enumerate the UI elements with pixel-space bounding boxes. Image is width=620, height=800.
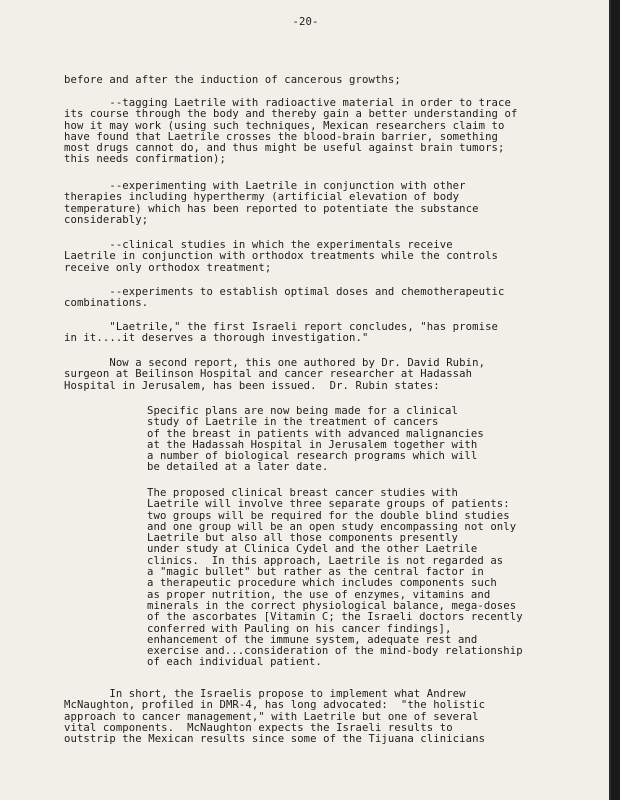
page-number: -20- xyxy=(292,16,319,28)
paragraph-clinical-studies: --clinical studies in which the experimentals receive Laetrile in conjunction with orthodox treatments while the controls receive only orthodox treatment; xyxy=(64,239,499,274)
paragraph-second-report: Now a second report, this one authored by Dr. David Rubin, surgeon at Beilinson Hospital and cancer researcher at Hadassah Hospital in Jerusalem, has been issued. Dr. Rubin states: xyxy=(64,357,486,392)
quote-proposed-studies: The proposed clinical breast cancer studies with Laetrile will involve three separate groups of patients: two groups will be required for the double blind studies and one group will be an open study encompassing not only Laetrile but also all those components presently under study at Clinica Cydel and the other Laetrile clinics. In this approach, Laetrile is not regarded as a "magic bullet" but rather as the central factor in a therapeutic procedure which includes components such as proper nutrition, the use of enzymes, vitamins and minerals in the correct physiological balance, mega-doses of the ascorbates [Vitamin C; the Israeli doctors recently conferred with Pauling on his cancer findings], enhancement of the immune system, adequate rest and exercise and...consideration of the mind-body relationship of each individual patient. xyxy=(147,487,523,669)
quote-specific-plans: Specific plans are now being made for a clinical study of Laetrile in the treatment of cancers of the breast in patients with advanced malignancies at the Hadassah Hospital in Jerusalem together with a number of biological research programs which will be detailed at a later date. xyxy=(147,405,484,474)
paragraph-israeli-report: "Laetrile," the first Israeli report concludes, "has promise in it....it deserves a thorough investigation." xyxy=(64,321,499,345)
paragraph-hyperthermy: --experimenting with Laetrile in conjunction with other therapies including hyperthermy (artificial elevation of body temperature) which has been reported to potentiate the substance considerably; xyxy=(64,180,479,226)
paragraph-induction: before and after the induction of cancerous growths; xyxy=(64,74,401,86)
paragraph-in-short: In short, the Israelis propose to implement what Andrew McNaughton, profiled in DMR-4, has long advocated: "the holistic approach to cancer management," with Laetrile but one of several vital components. McNaughton expects the Israeli results to outstrip the Mexican results since some of the Tijuana clinicians xyxy=(64,688,486,746)
paragraph-tagging: --tagging Laetrile with radioactive material in order to trace its course through the body and thereby gain a better understanding of how it may work (using such techniques, Mexican researchers claim to have found that Laetrile crosses the blood-brain barrier, something most drugs cannot do, and thus might be useful against brain tumors; this needs confirmation); xyxy=(64,97,518,166)
paragraph-experiments: --experiments to establish optimal doses and chemotherapeutic combinations. xyxy=(64,286,505,310)
